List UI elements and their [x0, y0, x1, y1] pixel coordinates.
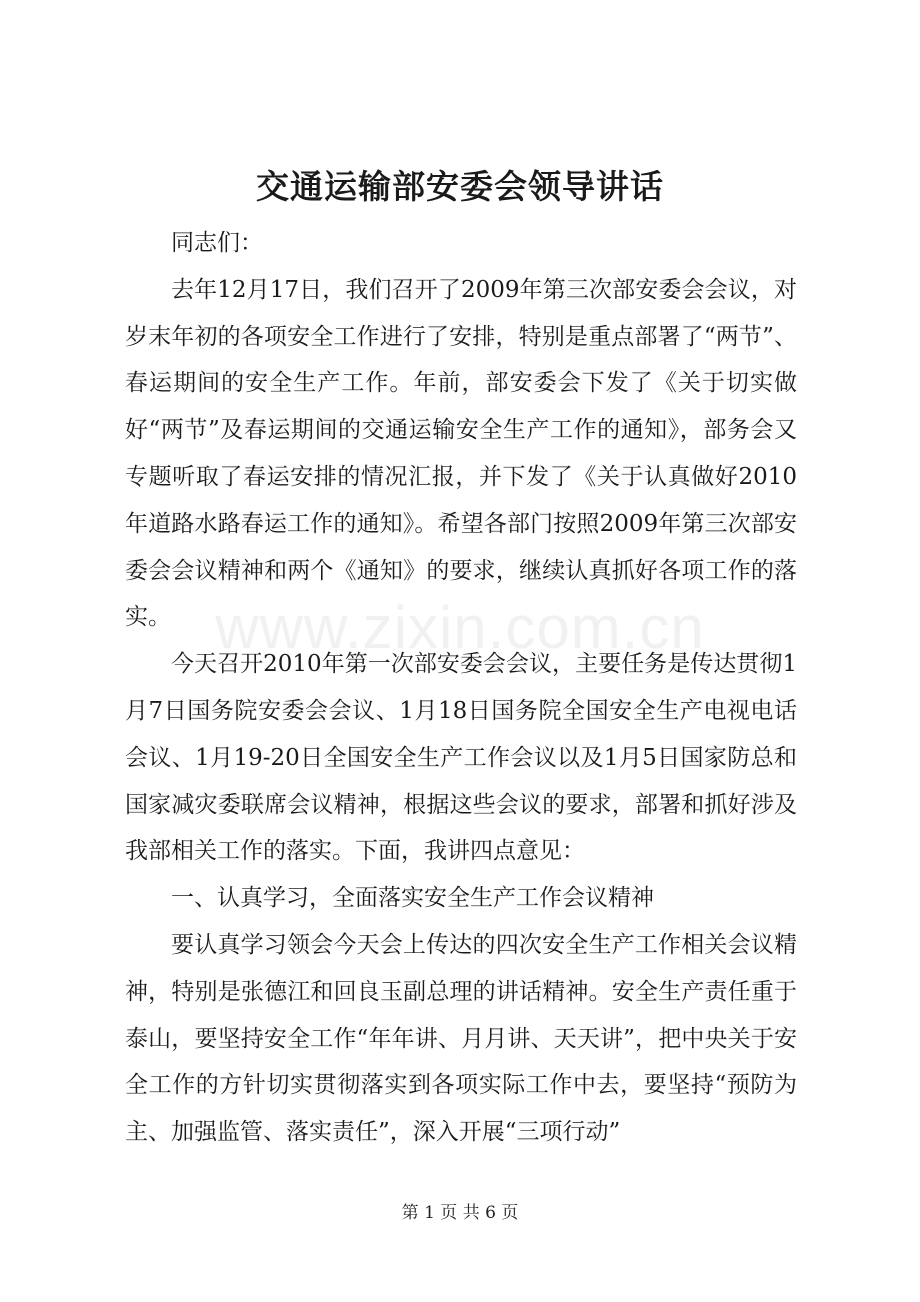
body-paragraph: 要认真学习领会今天会上传达的四次安全生产工作相关会议精神，特别是张德江和回良玉副总理的讲话精神。安全生产责任重于泰山，要坚持安全工作“年年讲、月月讲、天天讲”，把中央关于安全工作的方针切实贯彻落实到各项实际工作中去，要坚持“预防为主、加强监管、落实责任”，深入开展“三项行动”	[125, 931, 797, 1146]
body-paragraph: 去年12月17日，我们召开了2009年第三次部安委会会议，对岁末年初的各项安全工作进行了安排，特别是重点部署了“两节”、春运期间的安全生产工作。年前，部安委会下发了《关于切实做好“两节”及春运期间的交通运输安全生产工作的通知》，部务会又专题听取了春运安排的情况汇报，并下发了《关于认真做好2010年道路水路春运工作的通知》。希望各部门按照2009年第三次部安委会会议精神和两个《通知》的要求，继续认真抓好各项工作的落实。	[125, 276, 797, 631]
watermark: www.zixin.com.cn	[215, 594, 705, 661]
document-body	[125, 220, 797, 1156]
section-heading: 一、认真学习，全面落实安全生产工作会议精神	[171, 885, 654, 912]
document-title: 交通运输部安委会领导讲话	[256, 167, 664, 206]
salutation-paragraph: 同志们：	[171, 230, 263, 256]
body-paragraph: 今天召开2010年第一次部安委会会议，主要任务是传达贯彻1月7日国务院安委会会议、1月18日国务院全国安全生产电视电话会议、1月19-20日全国安全生产工作会议以及1月5日国家防总和国家减灾委联席会议精神，根据这些会议的要求，部署和抓好涉及我部相关工作的落实。下面，我讲四点意见：	[125, 651, 797, 865]
page-footer: 第 1 页 共 6 页	[401, 1203, 519, 1223]
